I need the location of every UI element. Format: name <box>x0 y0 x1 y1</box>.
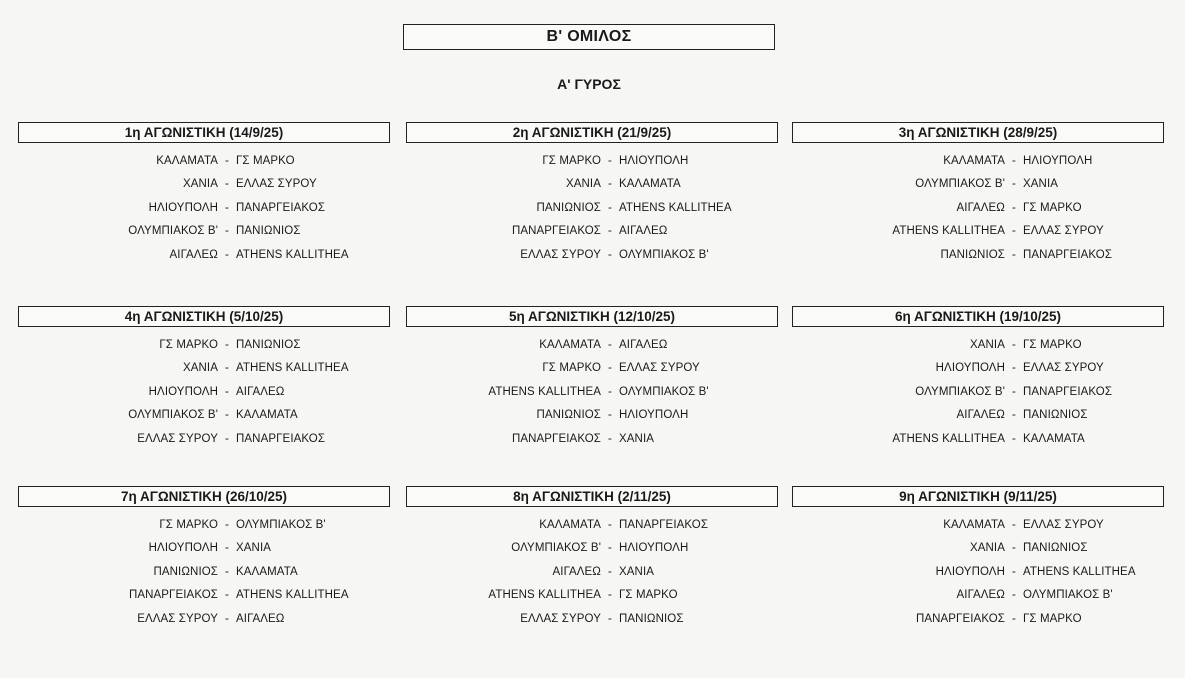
fixture-separator: - <box>1012 432 1016 445</box>
away-team: ΠΑΝΑΡΓΕΙΑΚΟΣ <box>236 201 326 214</box>
away-team: ΧΑΝΙΑ <box>619 565 655 578</box>
fixture-separator: - <box>225 362 229 375</box>
home-team: ATHENS KALLITHEA <box>488 385 601 398</box>
home-team: ΑΙΓΑΛΕΩ <box>169 248 218 261</box>
fixture-separator: - <box>608 612 612 625</box>
fixture-list <box>792 149 1164 267</box>
fixture-row <box>406 333 778 357</box>
fixture-list <box>18 333 390 451</box>
away-team: ΧΑΝΙΑ <box>236 542 272 555</box>
fixture-separator: - <box>225 385 229 398</box>
fixture-separator: - <box>225 338 229 351</box>
fixture-separator: - <box>1012 589 1016 602</box>
fixture-separator: - <box>608 225 612 238</box>
fixture-row <box>18 513 390 537</box>
home-team: ATHENS KALLITHEA <box>488 589 601 602</box>
away-team: ATHENS KALLITHEA <box>236 362 349 375</box>
fixture-row <box>792 220 1164 244</box>
fixture-separator: - <box>225 612 229 625</box>
fixture-separator: - <box>225 565 229 578</box>
fixture-row <box>792 196 1164 220</box>
fixture-separator: - <box>1012 542 1016 555</box>
fixture-separator: - <box>225 589 229 602</box>
fixture-row <box>406 513 778 537</box>
home-team: ΚΑΛΑΜΑΤΑ <box>156 154 218 167</box>
home-team: ΑΙΓΑΛΕΩ <box>956 409 1005 422</box>
home-team: ΠΑΝΙΩΝΙΟΣ <box>940 248 1005 261</box>
fixture-separator: - <box>225 409 229 422</box>
home-team: ΓΣ ΜΑΡΚΟ <box>159 518 218 531</box>
home-team: ΕΛΛΑΣ ΣΥΡΟΥ <box>137 612 218 625</box>
away-team: ΟΛΥΜΠΙΑΚΟΣ Β' <box>1023 589 1113 602</box>
fixture-row <box>792 513 1164 537</box>
fixture-row <box>18 537 390 561</box>
away-team: ΗΛΙΟΥΠΟΛΗ <box>619 409 689 422</box>
fixture-list <box>792 513 1164 631</box>
fixture-separator: - <box>225 542 229 555</box>
fixture-separator: - <box>225 248 229 261</box>
away-team: ΗΛΙΟΥΠΟΛΗ <box>619 542 689 555</box>
fixture-row <box>792 357 1164 381</box>
away-team: ΟΛΥΜΠΙΑΚΟΣ Β' <box>619 248 709 261</box>
fixture-list <box>406 333 778 451</box>
fixture-row <box>406 584 778 608</box>
fixture-row <box>406 220 778 244</box>
matchday-title: 1η ΑΓΩΝΙΣΤΙΚΗ (14/9/25) <box>18 122 390 143</box>
fixture-separator: - <box>1012 248 1016 261</box>
fixture-separator: - <box>1012 225 1016 238</box>
fixture-list <box>18 149 390 267</box>
fixture-row <box>406 196 778 220</box>
away-team: ATHENS KALLITHEA <box>236 248 349 261</box>
fixture-row <box>406 149 778 173</box>
fixture-row <box>18 357 390 381</box>
home-team: ΠΑΝΑΡΓΕΙΑΚΟΣ <box>915 612 1005 625</box>
matchday-block <box>18 122 390 267</box>
away-team: ΟΛΥΜΠΙΑΚΟΣ Β' <box>619 385 709 398</box>
fixture-separator: - <box>1012 362 1016 375</box>
matchday-block <box>18 306 390 451</box>
home-team: ΓΣ ΜΑΡΚΟ <box>159 338 218 351</box>
fixture-row <box>18 173 390 197</box>
fixture-row <box>792 173 1164 197</box>
fixture-row <box>18 149 390 173</box>
fixture-row <box>406 404 778 428</box>
away-team: ΠΑΝΙΩΝΙΟΣ <box>619 612 684 625</box>
fixture-row <box>18 404 390 428</box>
away-team: ΠΑΝΑΡΓΕΙΑΚΟΣ <box>1023 385 1113 398</box>
fixture-separator: - <box>1012 565 1016 578</box>
home-team: ΕΛΛΑΣ ΣΥΡΟΥ <box>520 612 601 625</box>
away-team: ΑΙΓΑΛΕΩ <box>236 385 285 398</box>
fixture-list <box>406 513 778 631</box>
away-team: ΚΑΛΑΜΑΤΑ <box>236 409 298 422</box>
home-team: ΓΣ ΜΑΡΚΟ <box>542 154 601 167</box>
fixture-separator: - <box>1012 612 1016 625</box>
fixture-separator: - <box>1012 338 1016 351</box>
away-team: ΓΣ ΜΑΡΚΟ <box>236 154 295 167</box>
matchday-block <box>792 122 1164 267</box>
home-team: ΕΛΛΑΣ ΣΥΡΟΥ <box>520 248 601 261</box>
away-team: ΟΛΥΜΠΙΑΚΟΣ Β' <box>236 518 326 531</box>
home-team: ΚΑΛΑΜΑΤΑ <box>943 518 1005 531</box>
away-team: ΚΑΛΑΜΑΤΑ <box>1023 432 1085 445</box>
away-team: ΓΣ ΜΑΡΚΟ <box>619 589 678 602</box>
fixture-row <box>792 404 1164 428</box>
fixture-separator: - <box>225 201 229 214</box>
fixture-row <box>792 537 1164 561</box>
home-team: ΗΛΙΟΥΠΟΛΗ <box>935 565 1005 578</box>
home-team: ΟΛΥΜΠΙΑΚΟΣ Β' <box>128 225 218 238</box>
home-team: ΓΣ ΜΑΡΚΟ <box>542 362 601 375</box>
home-team: ΑΙΓΑΛΕΩ <box>956 589 1005 602</box>
fixture-separator: - <box>608 518 612 531</box>
fixture-row <box>792 380 1164 404</box>
away-team: ΚΑΛΑΜΑΤΑ <box>236 565 298 578</box>
away-team: ΗΛΙΟΥΠΟΛΗ <box>619 154 689 167</box>
home-team: ΕΛΛΑΣ ΣΥΡΟΥ <box>137 432 218 445</box>
home-team: ΧΑΝΙΑ <box>969 542 1005 555</box>
fixture-separator: - <box>1012 409 1016 422</box>
matchday-block <box>406 122 778 267</box>
matchday-title: 7η ΑΓΩΝΙΣΤΙΚΗ (26/10/25) <box>18 486 390 507</box>
home-team: ATHENS KALLITHEA <box>892 225 1005 238</box>
away-team: ATHENS KALLITHEA <box>619 201 732 214</box>
away-team: ΑΙΓΑΛΕΩ <box>236 612 285 625</box>
matchday-block <box>792 306 1164 451</box>
round-title: Α' ΓΥΡΟΣ <box>557 76 621 92</box>
fixture-separator: - <box>1012 385 1016 398</box>
group-title: Β' ΟΜΙΛΟΣ <box>403 24 775 50</box>
home-team: ΧΑΝΙΑ <box>969 338 1005 351</box>
home-team: ΧΑΝΙΑ <box>182 178 218 191</box>
fixture-row <box>792 560 1164 584</box>
fixture-separator: - <box>608 201 612 214</box>
away-team: ΕΛΛΑΣ ΣΥΡΟΥ <box>1023 225 1104 238</box>
fixture-separator: - <box>1012 178 1016 191</box>
fixture-row <box>18 220 390 244</box>
home-team: ΗΛΙΟΥΠΟΛΗ <box>148 201 218 214</box>
fixture-row <box>18 333 390 357</box>
home-team: ΧΑΝΙΑ <box>565 178 601 191</box>
away-team: ΗΛΙΟΥΠΟΛΗ <box>1023 154 1093 167</box>
away-team: ΠΑΝΙΩΝΙΟΣ <box>236 225 301 238</box>
away-team: ΠΑΝΙΩΝΙΟΣ <box>1023 542 1088 555</box>
away-team: ΓΣ ΜΑΡΚΟ <box>1023 338 1082 351</box>
fixture-row <box>406 173 778 197</box>
home-team: ATHENS KALLITHEA <box>892 432 1005 445</box>
home-team: ΗΛΙΟΥΠΟΛΗ <box>148 385 218 398</box>
fixture-row <box>18 584 390 608</box>
away-team: ΕΛΛΑΣ ΣΥΡΟΥ <box>236 178 317 191</box>
away-team: ΠΑΝΑΡΓΕΙΑΚΟΣ <box>236 432 326 445</box>
away-team: ΧΑΝΙΑ <box>1023 178 1059 191</box>
matchday-title: 3η ΑΓΩΝΙΣΤΙΚΗ (28/9/25) <box>792 122 1164 143</box>
fixture-separator: - <box>225 518 229 531</box>
home-team: ΟΛΥΜΠΙΑΚΟΣ Β' <box>915 178 1005 191</box>
fixture-row <box>18 380 390 404</box>
matchday-title: 8η ΑΓΩΝΙΣΤΙΚΗ (2/11/25) <box>406 486 778 507</box>
home-team: ΑΙΓΑΛΕΩ <box>552 565 601 578</box>
fixture-row <box>18 560 390 584</box>
away-team: ΠΑΝΙΩΝΙΟΣ <box>236 338 301 351</box>
away-team: ΕΛΛΑΣ ΣΥΡΟΥ <box>1023 362 1104 375</box>
matchday-title: 4η ΑΓΩΝΙΣΤΙΚΗ (5/10/25) <box>18 306 390 327</box>
home-team: ΠΑΝΑΡΓΕΙΑΚΟΣ <box>511 225 601 238</box>
away-team: ΧΑΝΙΑ <box>619 432 655 445</box>
away-team: ΠΑΝΙΩΝΙΟΣ <box>1023 409 1088 422</box>
fixture-separator: - <box>608 338 612 351</box>
fixture-separator: - <box>608 542 612 555</box>
home-team: ΟΛΥΜΠΙΑΚΟΣ Β' <box>511 542 601 555</box>
matchday-block <box>406 306 778 451</box>
matchday-title: 2η ΑΓΩΝΙΣΤΙΚΗ (21/9/25) <box>406 122 778 143</box>
fixture-row <box>792 333 1164 357</box>
fixture-separator: - <box>225 178 229 191</box>
fixture-separator: - <box>608 565 612 578</box>
fixture-row <box>18 607 390 631</box>
home-team: ΚΑΛΑΜΑΤΑ <box>539 518 601 531</box>
fixture-row <box>792 584 1164 608</box>
away-team: ΠΑΝΑΡΓΕΙΑΚΟΣ <box>1023 248 1113 261</box>
fixture-separator: - <box>608 362 612 375</box>
fixture-list <box>792 333 1164 451</box>
home-team: ΗΛΙΟΥΠΟΛΗ <box>935 362 1005 375</box>
fixture-row <box>406 537 778 561</box>
matchday-title: 6η ΑΓΩΝΙΣΤΙΚΗ (19/10/25) <box>792 306 1164 327</box>
away-team: ΓΣ ΜΑΡΚΟ <box>1023 612 1082 625</box>
matchday-block <box>406 486 778 631</box>
fixture-separator: - <box>225 154 229 167</box>
fixture-row <box>406 607 778 631</box>
fixture-row <box>406 357 778 381</box>
away-team: ΠΑΝΑΡΓΕΙΑΚΟΣ <box>619 518 709 531</box>
fixture-row <box>792 427 1164 451</box>
fixture-separator: - <box>608 432 612 445</box>
fixture-row <box>406 380 778 404</box>
fixture-row <box>406 427 778 451</box>
home-team: ΚΑΛΑΜΑΤΑ <box>539 338 601 351</box>
fixture-row <box>792 149 1164 173</box>
away-team: ΑΙΓΑΛΕΩ <box>619 225 668 238</box>
fixture-row <box>406 560 778 584</box>
fixture-row <box>792 243 1164 267</box>
home-team: ΧΑΝΙΑ <box>182 362 218 375</box>
fixture-list <box>406 149 778 267</box>
matchday-block <box>18 486 390 631</box>
home-team: ΠΑΝΑΡΓΕΙΑΚΟΣ <box>511 432 601 445</box>
away-team: ATHENS KALLITHEA <box>236 589 349 602</box>
fixture-separator: - <box>608 178 612 191</box>
fixture-list <box>18 513 390 631</box>
home-team: ΑΙΓΑΛΕΩ <box>956 201 1005 214</box>
fixture-row <box>406 243 778 267</box>
home-team: ΟΛΥΜΠΙΑΚΟΣ Β' <box>128 409 218 422</box>
home-team: ΟΛΥΜΠΙΑΚΟΣ Β' <box>915 385 1005 398</box>
fixture-separator: - <box>1012 201 1016 214</box>
matchday-title: 9η ΑΓΩΝΙΣΤΙΚΗ (9/11/25) <box>792 486 1164 507</box>
fixture-row <box>792 607 1164 631</box>
fixture-row <box>18 243 390 267</box>
fixture-separator: - <box>1012 518 1016 531</box>
away-team: ΕΛΛΑΣ ΣΥΡΟΥ <box>1023 518 1104 531</box>
home-team: ΠΑΝΙΩΝΙΟΣ <box>536 409 601 422</box>
fixture-separator: - <box>608 409 612 422</box>
home-team: ΠΑΝΑΡΓΕΙΑΚΟΣ <box>128 589 218 602</box>
away-team: ΚΑΛΑΜΑΤΑ <box>619 178 681 191</box>
matchday-block <box>792 486 1164 631</box>
fixture-row <box>18 427 390 451</box>
home-team: ΗΛΙΟΥΠΟΛΗ <box>148 542 218 555</box>
fixture-separator: - <box>608 154 612 167</box>
fixture-separator: - <box>608 385 612 398</box>
home-team: ΠΑΝΙΩΝΙΟΣ <box>536 201 601 214</box>
away-team: ΓΣ ΜΑΡΚΟ <box>1023 201 1082 214</box>
fixture-separator: - <box>608 589 612 602</box>
home-team: ΚΑΛΑΜΑΤΑ <box>943 154 1005 167</box>
fixture-separator: - <box>225 432 229 445</box>
away-team: ΑΙΓΑΛΕΩ <box>619 338 668 351</box>
matchday-title: 5η ΑΓΩΝΙΣΤΙΚΗ (12/10/25) <box>406 306 778 327</box>
fixture-separator: - <box>225 225 229 238</box>
fixture-separator: - <box>608 248 612 261</box>
away-team: ATHENS KALLITHEA <box>1023 565 1136 578</box>
away-team: ΕΛΛΑΣ ΣΥΡΟΥ <box>619 362 700 375</box>
fixture-separator: - <box>1012 154 1016 167</box>
fixture-row <box>18 196 390 220</box>
home-team: ΠΑΝΙΩΝΙΟΣ <box>153 565 218 578</box>
